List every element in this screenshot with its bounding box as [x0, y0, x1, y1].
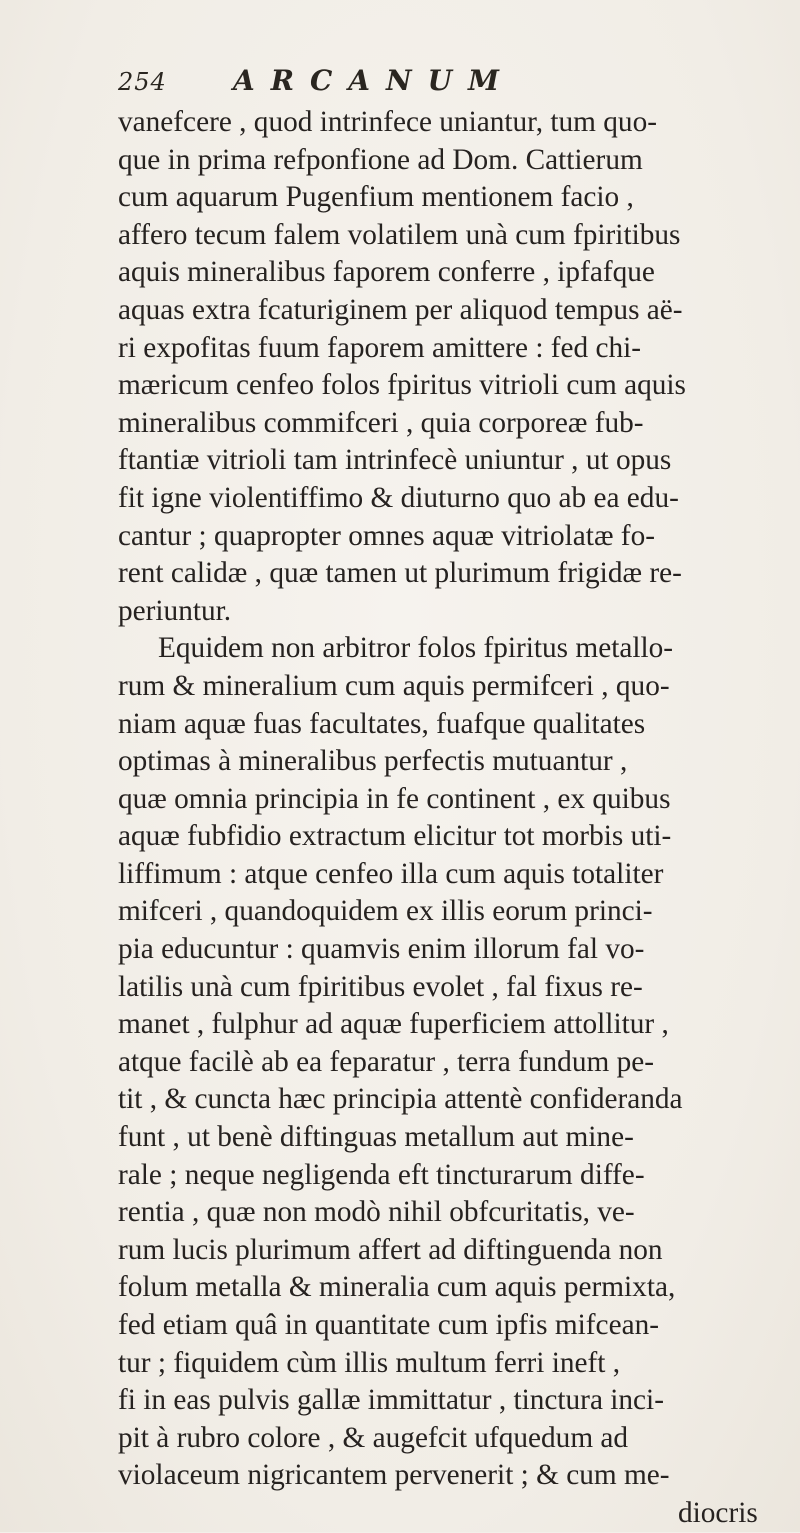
text-line: manet , fulphur ad aquæ fuperficiem attollitur , — [118, 1008, 669, 1041]
text-line: latilis unà cum fpiritibus evolet , fal fixus re- — [118, 970, 643, 1003]
text-line: fit igne violentiffimo & diuturno quo ab ea edu- — [118, 481, 679, 514]
paragraph-start-line: Equidem non arbitror folos fpiritus metallo- — [158, 632, 674, 665]
text-line: cantur ; quapropter omnes aquæ vitriolatæ fo- — [118, 519, 655, 552]
running-title: ARCANUM — [233, 64, 516, 97]
text-line: aquæ fubfidio extractum elicitur tot morbis uti- — [118, 820, 672, 853]
text-line: ri expofitas fuum faporem amittere : fed chi- — [118, 331, 642, 364]
text-line: rum lucis plurimum affert ad diftinguenda non — [118, 1233, 663, 1266]
text-line: funt , ut benè diftinguas metallum aut mine- — [118, 1121, 634, 1154]
text-line: vanefcere , quod intrinfece uniantur, tum quo- — [118, 106, 657, 138]
text-line: tit , & cuncta hæc principia attentè confideranda — [118, 1083, 683, 1116]
text-line: affero tecum falem volatilem unà cum fpiritibus — [118, 218, 681, 251]
text-line: violaceum nigricantem pervenerit ; & cum me- — [118, 1459, 670, 1492]
text-line: liffimum : atque cenfeo illa cum aquis totaliter — [118, 857, 664, 890]
text-line: rale ; neque negligenda eft tincturarum diffe- — [118, 1158, 645, 1191]
text-line: niam aquæ fuas facultates, fuafque qualitates — [118, 707, 646, 740]
text-line: cum aquarum Pugenfium mentionem facio , — [118, 181, 634, 214]
text-line: pia educuntur : quamvis enim illorum fal vo- — [118, 933, 645, 966]
text-line: mineralibus commifceri , quia corporeæ fub- — [118, 406, 644, 439]
text-line: tur ; fiquidem cùm illis multum ferri ineft , — [118, 1346, 621, 1379]
text-line: pit à rubro colore , & augefcit ufquedum ad — [118, 1421, 629, 1454]
text-line: rent calidæ , quæ tamen ut plurimum frigidæ re- — [118, 557, 682, 590]
text-line: rentia , quæ non modò nihil obfcuritatis, ve- — [118, 1196, 635, 1229]
body-text — [118, 104, 798, 1533]
text-line: ftantiæ vitrioli tam intrinfecè uniuntur , ut opus — [118, 444, 672, 477]
text-line: que in prima refponfione ad Dom. Cattierum — [118, 143, 643, 176]
text-line: fi in eas pulvis gallæ immittatur , tinctura inci- — [118, 1384, 664, 1417]
text-line: fed etiam quâ in quantitate cum ipfis mifcean- — [118, 1309, 659, 1341]
text-line: mæricum cenfeo folos fpiritus vitrioli cum aquis — [118, 369, 686, 402]
page-number: 254 — [118, 68, 167, 96]
text-line: aquis mineralibus faporem conferre , ipfafque — [118, 256, 655, 289]
text-line: mifceri , quandoquidem ex illis eorum princi- — [118, 895, 653, 928]
text-line: optimas à mineralibus perfectis mutuantur , — [118, 745, 628, 778]
text-line: atque facilè ab ea feparatur , terra fundum pe- — [118, 1045, 654, 1078]
text-line: periuntur. — [118, 594, 232, 627]
text-line: quæ omnia principia in fe continent , ex quibus — [118, 782, 671, 815]
text-line: folum metalla & mineralia cum aquis permixta, — [118, 1271, 676, 1304]
page-header — [118, 64, 718, 104]
text-line: rum & mineralium cum aquis permifceri , quo- — [118, 669, 670, 702]
catchword: diocris — [678, 1496, 758, 1529]
text-line: aquas extra fcaturiginem per aliquod tempus aë- — [118, 293, 683, 326]
